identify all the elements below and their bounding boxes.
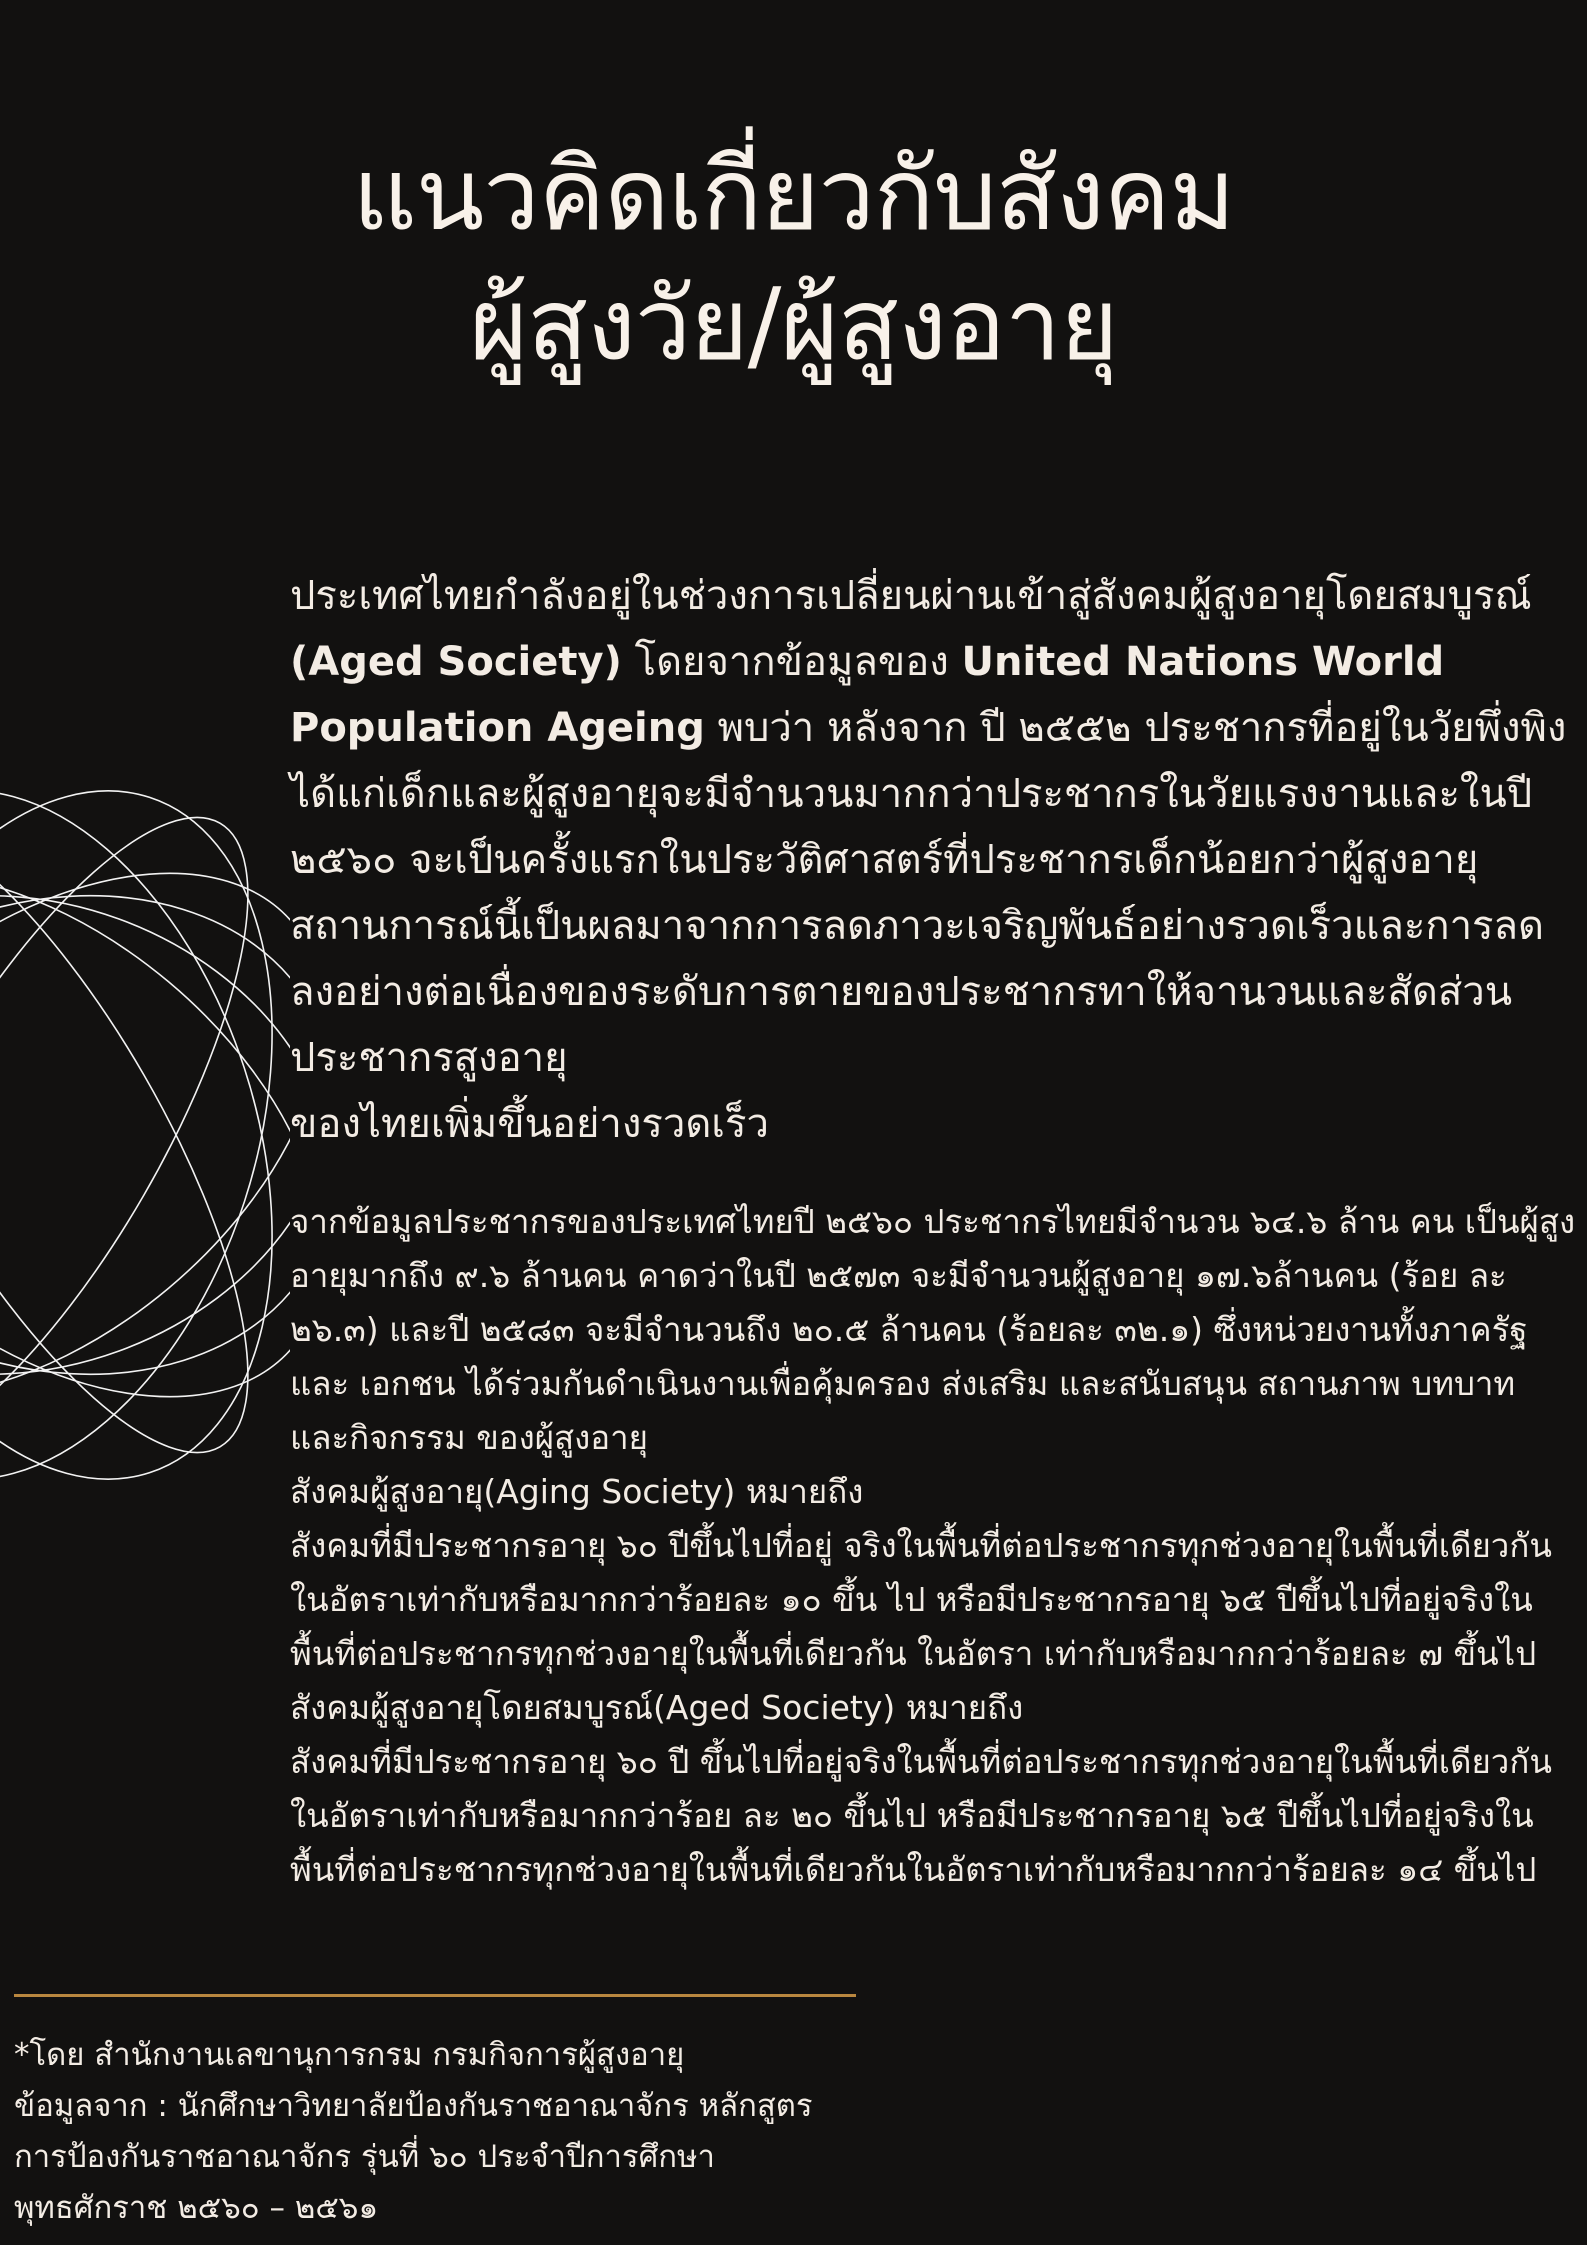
credit-line-2: ข้อมูลจาก : นักศึกษาวิทยาลัยป้องกันราชอาณาจักร หลักสูตร: [14, 2088, 813, 2124]
intro-text-2: โดยจากข้อมูลของ: [621, 639, 962, 685]
aged-society-heading: สังคมผู้สูงอายุโดยสมบูรณ์(Aged Society) หมายถึง: [290, 1688, 1024, 1727]
statistics-paragraph: จากข้อมูลประชากรของประเทศไทยปี ๒๕๖๐ ประชากรไทยมีจำนวน ๖๔.๖ ล้าน คน เป็นผู้สูงอายุมากถึง ๙.๖ ล้านคน คาดว่าในปี ๒๕๗๓ จะมีจำนวนผู้สูงอายุ ๑๗.๖ล้านคน (ร้อย ละ ๒๖.๓) และปี ๒๕๘๓ จะมีจำนวนถึง ๒๐.๕ ล้านคน (ร้อยละ ๓๒.๑) ซึ่งหน่วยงานทั้งภาครัฐ และ เอกชน ได้ร่วมกันดำเนินงานเพื่อคุ้มครอง ส่งเสริม และสนับสนุน สถานภาพ บทบาท และกิจกรรม ของผู้สูงอายุ: [290, 1202, 1576, 1457]
details-section: [290, 1195, 1580, 1897]
intro-text-4: ของไทยเพิ่มขึ้นอย่างรวดเร็ว: [290, 1101, 769, 1147]
credit-line-3: การป้องกันราชอาณาจักร รุ่นที่ ๖๐ ประจำปีการศึกษา: [14, 2139, 715, 2175]
wireframe-globe-decoration: [0, 745, 290, 1515]
un-source-name: United Nations World Population Ageing: [290, 639, 1445, 751]
aged-society-term: (Aged Society): [290, 639, 622, 685]
aging-society-definition: สังคมที่มีประชากรอายุ ๖๐ ปีขึ้นไปที่อยู่ จริงในพื้นที่ต่อประชากรทุกช่วงอายุในพื้นที่เดียวกันในอัตราเท่ากับหรือมากกว่าร้อยละ ๑๐ ขึ้น ไป หรือมีประชากรอายุ ๖๕ ปีขึ้นไปที่อยู่จริงในพื้นที่ต่อประชากรทุกช่วงอายุในพื้นที่เดียวกัน ในอัตรา เท่ากับหรือมากกว่าร้อยละ ๗ ขึ้นไป: [290, 1526, 1552, 1673]
credit-line-4: พุทธศักราช ๒๕๖๐ – ๒๕๖๑: [14, 2190, 379, 2226]
intro-paragraph: [290, 563, 1570, 1157]
source-credits: [14, 2030, 914, 2234]
intro-text-3: พบว่า หลังจาก ปี ๒๕๕๒ ประชากรที่อยู่ในวัยพึ่งพิงได้แก่เด็กและผู้สูงอายุจะมีจำนวนมากกว่าประชากรในวัยแรงงานและในปี ๒๕๖๐ จะเป็นครั้งแรกในประวัติศาสตร์ที่ประชากรเด็กน้อยกว่าผู้สูงอายุสถานการณ์นี้เป็นผลมาจากการลดภาวะเจริญพันธ์อย่างรวดเร็วและการลดลงอย่างต่อเนื่องของระดับการตายของประชากรทาให้จานวนและสัดส่วนประชากรสูงอายุ: [290, 705, 1567, 1081]
page-title: [0, 130, 1587, 390]
aging-society-heading: สังคมผู้สูงอายุ(Aging Society) หมายถึง: [290, 1472, 864, 1511]
aged-society-definition: สังคมที่มีประชากรอายุ ๖๐ ปี ขึ้นไปที่อยู่จริงในพื้นที่ต่อประชากรทุกช่วงอายุในพื้นที่เดียวกันในอัตราเท่ากับหรือมากกว่าร้อย ละ ๒๐ ขึ้นไป หรือมีประชากรอายุ ๖๕ ปีขึ้นไปที่อยู่จริงในพื้นที่ต่อประชากรทุกช่วงอายุในพื้นที่เดียวกันในอัตราเท่ากับหรือมากกว่าร้อยละ ๑๔ ขึ้นไป: [290, 1742, 1552, 1889]
intro-text-1: ประเทศไทยกำลังอยู่ในช่วงการเปลี่ยนผ่านเข้าสู่สังคมผู้สูงอายุโดยสมบูรณ์: [290, 573, 1532, 619]
title-line-1: แนวคิดเกี่ยวกับสังคม: [352, 136, 1235, 253]
credit-line-1: *โดย สำนักงานเลขานุการกรม กรมกิจการผู้สูงอายุ: [14, 2037, 685, 2073]
footer-divider: [14, 1994, 856, 1997]
title-line-2: ผู้สูงวัย/ผู้สูงอายุ: [469, 266, 1118, 383]
